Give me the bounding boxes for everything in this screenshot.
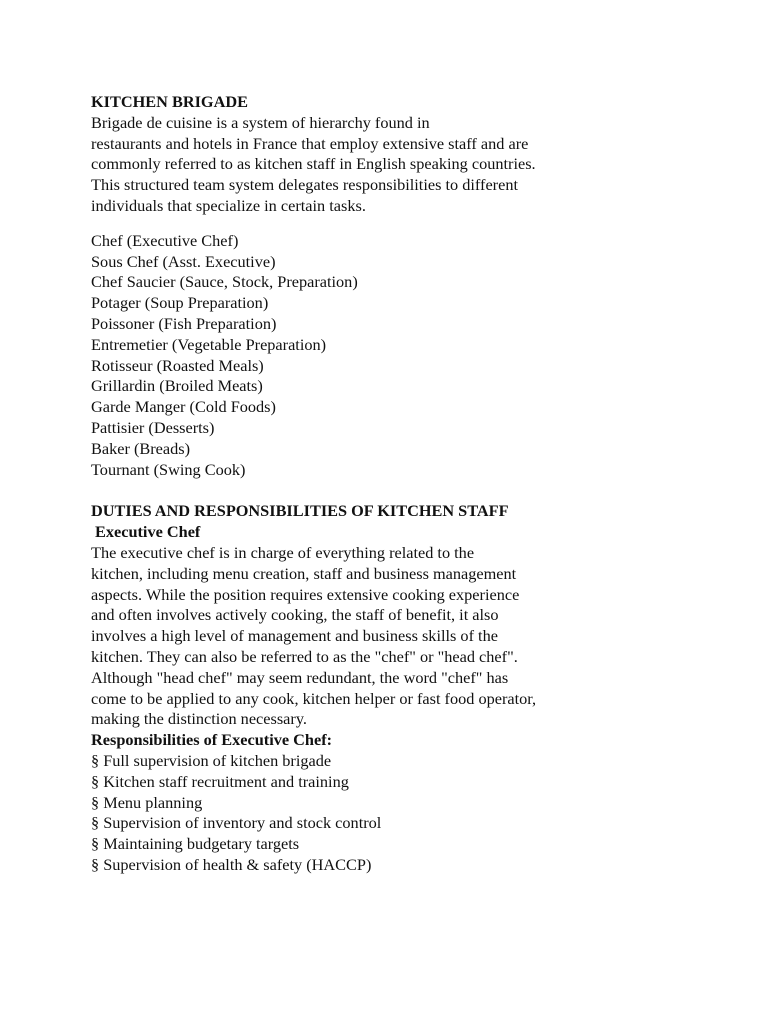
executive-chef-paragraph [91, 543, 711, 730]
heading-kitchen-brigade: KITCHEN BRIGADE [91, 92, 248, 111]
heading-duties-responsibilities: DUTIES AND RESPONSIBILITIES OF KITCHEN STAFF [91, 501, 509, 521]
spacer [91, 217, 711, 231]
paragraph-line: come to be applied to any cook, kitchen helper or fast food operator, [91, 688, 537, 708]
list-item: § Kitchen staff recruitment and training [91, 771, 349, 791]
paragraph-line: Brigade de cuisine is a system of hierarchy found in [91, 112, 430, 132]
list-item: § Menu planning [91, 792, 203, 812]
paragraph-line: Although "head chef" may seem redundant, the word "chef" has [91, 667, 509, 687]
responsibilities-heading: Responsibilities of Executive Chef: [91, 730, 333, 750]
paragraph-line: involves a high level of management and business skills of the [91, 626, 498, 646]
list-item: Potager (Soup Preparation) [91, 293, 269, 313]
list-item: § Maintaining budgetary targets [91, 834, 300, 854]
document-body [91, 92, 711, 876]
list-item: Tournant (Swing Cook) [91, 459, 246, 479]
paragraph-line: commonly referred to as kitchen staff in English speaking countries. [91, 154, 536, 174]
responsibilities-list [91, 751, 711, 876]
list-item: Chef Saucier (Sauce, Stock, Preparation) [91, 272, 358, 292]
paragraph-line: The executive chef is in charge of everything related to the [91, 542, 475, 562]
intro-paragraph [91, 113, 711, 217]
list-item: Poissoner (Fish Preparation) [91, 313, 277, 333]
list-item: Baker (Breads) [91, 438, 190, 458]
brigade-positions-list [91, 231, 711, 481]
paragraph-line: and often involves actively cooking, the staff of benefit, it also [91, 605, 499, 625]
list-item: Chef (Executive Chef) [91, 230, 239, 250]
list-item: Sous Chef (Asst. Executive) [91, 251, 276, 271]
list-item: § Supervision of inventory and stock control [91, 813, 382, 833]
list-item: Rotisseur (Roasted Meals) [91, 355, 264, 375]
paragraph-line: kitchen. They can also be referred to as the "chef" or "head chef". [91, 646, 518, 666]
list-item: Grillardin (Broiled Meats) [91, 376, 263, 396]
list-item: § Full supervision of kitchen brigade [91, 750, 332, 770]
paragraph-line: individuals that specialize in certain tasks. [91, 195, 366, 215]
paragraph-line: making the distinction necessary. [91, 709, 307, 729]
subheading-executive-chef: Executive Chef [95, 522, 201, 542]
list-item: Entremetier (Vegetable Preparation) [91, 334, 327, 354]
paragraph-line: kitchen, including menu creation, staff and business management [91, 563, 517, 583]
list-item: § Supervision of health & safety (HACCP) [91, 854, 372, 874]
paragraph-line: This structured team system delegates responsibilities to different [91, 175, 518, 195]
paragraph-line: aspects. While the position requires extensive cooking experience [91, 584, 520, 604]
spacer [91, 480, 711, 501]
paragraph-line: restaurants and hotels in France that employ extensive staff and are [91, 133, 529, 153]
list-item: Pattisier (Desserts) [91, 417, 215, 437]
list-item: Garde Manger (Cold Foods) [91, 397, 276, 417]
